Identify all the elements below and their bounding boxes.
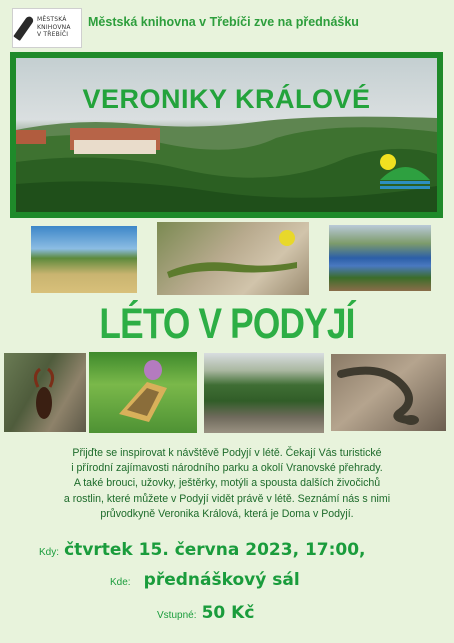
date-value: čtvrtek 15. června 2023, 17:00, bbox=[64, 540, 366, 560]
photo-lizard bbox=[157, 222, 309, 295]
valley-panorama-illustration bbox=[16, 58, 437, 212]
butterfly-illustration bbox=[89, 352, 197, 433]
speaker-name: VERONIKY KRÁLOVÉ bbox=[82, 84, 371, 114]
location-label: Kde: bbox=[110, 577, 131, 588]
feather-icon bbox=[13, 15, 34, 41]
event-location bbox=[110, 570, 300, 590]
description-line-5: průvodkyně Veronika Králová, která je Doma v Podyjí. bbox=[100, 507, 354, 520]
lecture-description bbox=[18, 446, 436, 522]
photo-stag-beetle bbox=[4, 353, 86, 432]
photo-reservoir bbox=[329, 225, 431, 291]
logo-line-1: MĚSTSKÁ bbox=[37, 16, 67, 23]
speaker-banner bbox=[10, 52, 443, 218]
event-admission bbox=[157, 603, 254, 623]
logo-text bbox=[37, 16, 71, 39]
description-line-1: Přijďte se inspirovat k návštěvě Podyjí v létě. Čekají Vás turistické bbox=[72, 447, 382, 459]
lecture-title: LÉTO V PODYJÍ bbox=[99, 300, 355, 348]
date-label: Kdy: bbox=[39, 547, 60, 558]
description-line-2: i přírodní zajímavosti národního parku a okolí Vranovské přehrady. bbox=[71, 462, 383, 475]
photo-grass-snake bbox=[331, 354, 446, 431]
admission-label: Vstupné: bbox=[157, 610, 197, 621]
valley-panorama-photo bbox=[16, 58, 437, 212]
admission-value: 50 Kč bbox=[201, 603, 255, 623]
description-line-4: a rostlin, které můžete v Podyjí vidět právě v létě. Seznámí nás s nimi bbox=[63, 492, 391, 505]
photo-butterfly bbox=[89, 352, 197, 433]
invitation-heading: Městská knihovna v Třebíči zve na přednášku bbox=[88, 15, 359, 29]
library-logo bbox=[12, 8, 82, 48]
lizard-illustration bbox=[157, 222, 309, 295]
description-line-3: A také brouci, užovky, ještěrky, motýli a spousta dalších živočichů bbox=[73, 477, 381, 490]
logo-line-3: V TŘEBÍČI bbox=[37, 31, 69, 38]
beetle-illustration bbox=[4, 353, 86, 432]
sun-icon bbox=[380, 154, 396, 170]
event-date bbox=[39, 540, 366, 560]
photo-gorge-cliff bbox=[204, 353, 324, 433]
photo-meadow bbox=[31, 226, 137, 293]
snake-illustration bbox=[331, 354, 446, 431]
location-value: přednáškový sál bbox=[143, 570, 300, 590]
logo-line-2: KNIHOVNA bbox=[37, 23, 71, 31]
